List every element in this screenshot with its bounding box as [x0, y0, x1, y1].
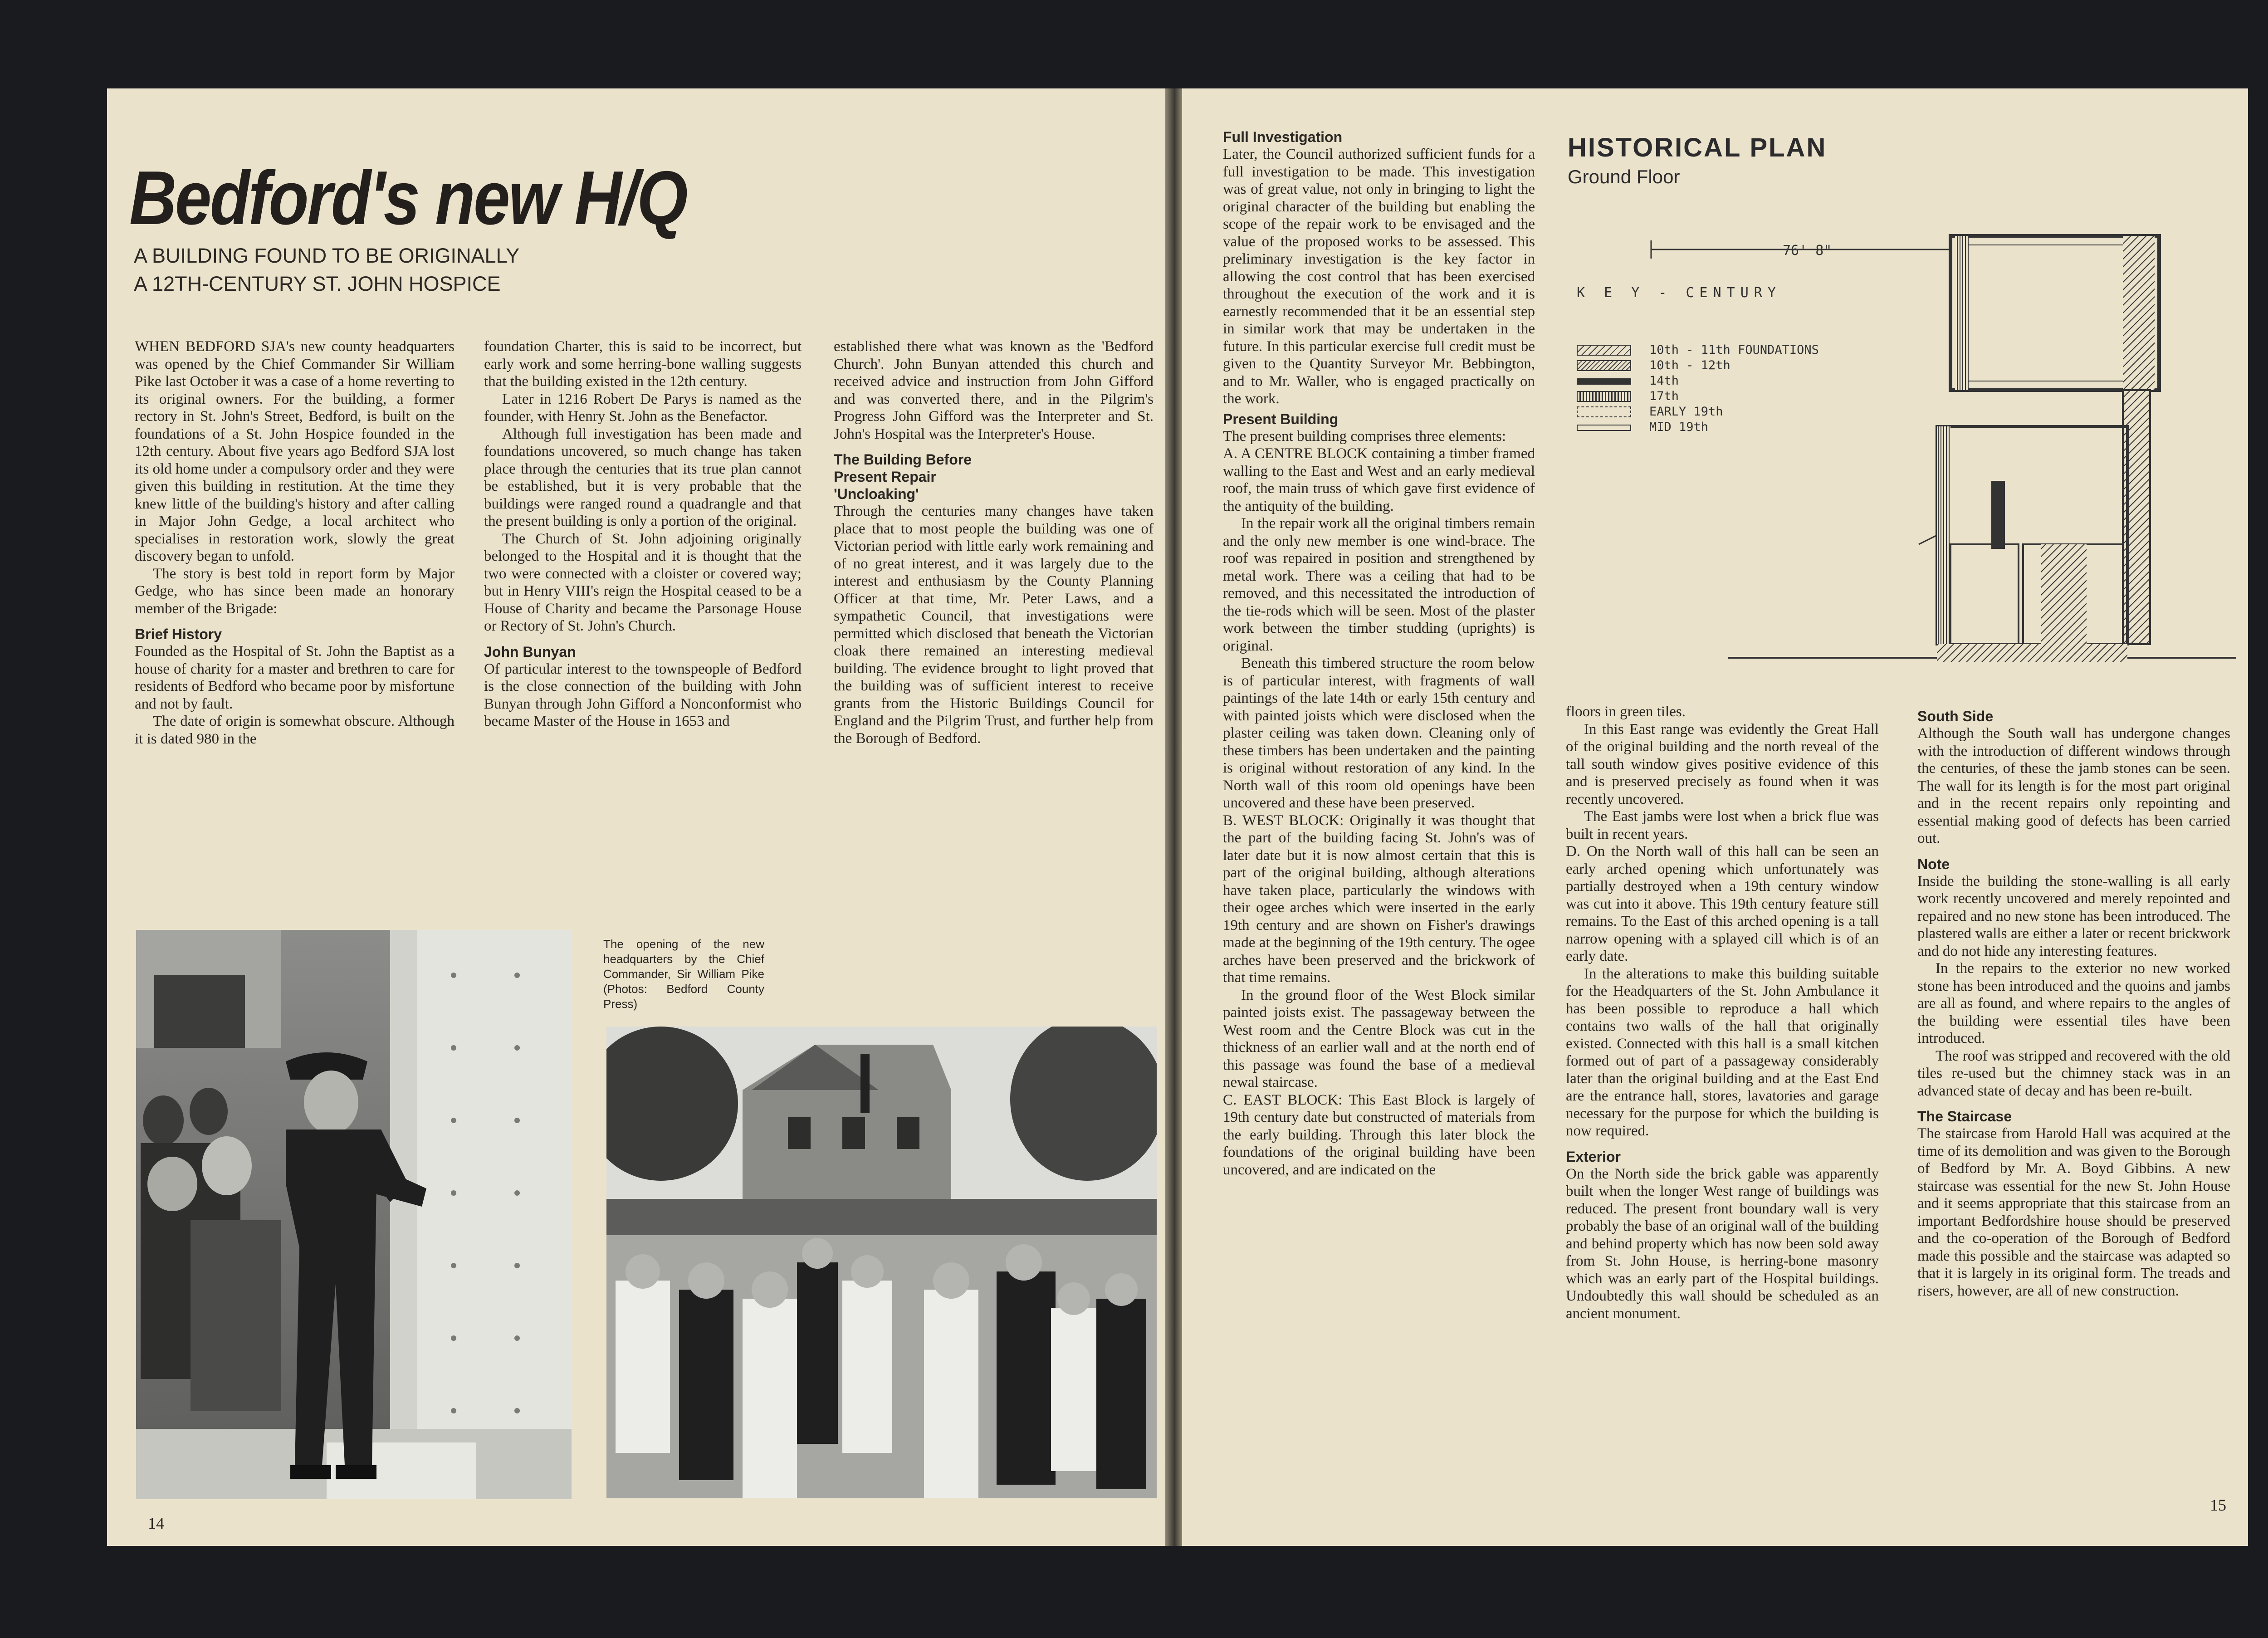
key-label: 14th [1649, 374, 1679, 388]
plan-hatched-wall [2123, 236, 2155, 390]
paragraph: Inside the building the stone-walling is all early work recently uncovered and merely repointed and repaired and no new stone has been introduced. The plastered walls are either a later or recent brickwork and do not hide any interesting features. [1917, 873, 2230, 959]
plan-subtitle: Ground Floor [1568, 166, 1680, 187]
paragraph: The roof was stripped and recovered with the old tiles re-used but the chimney stack was in an advanced state of decay and has been re-built. [1917, 1047, 2230, 1099]
plan-17th-wall [1937, 426, 1950, 644]
ground-floor-plan [1647, 227, 2241, 694]
paragraph: The East jambs were lost when a brick flue was built in recent years. [1566, 808, 1879, 842]
heading-uncloaking: 'Uncloaking' [834, 486, 919, 502]
paragraph: foundation Charter, this is said to be incorrect, but early work and some herring-bone walling suggests that the building existed in the 12th century. [484, 338, 802, 390]
paragraph: Of particular interest to the townspeople of Bedford is the close connection of the building with John Bunyan through John Gifford a Nonconformist who became Master of the House in 1653 and [484, 660, 802, 729]
paragraph: In the alterations to make this building suitable for the Headquarters of the St. John Ambulance it has been possible to reproduce a hall which contains two walls of the hall that originally existed. Connected with this hall is a small kitchen formed out of part of a passageway considerably later than the original building and at the East End are the entrance hall, stores, lavatories and garage necessary for the purpose for which the building is now required. [1566, 965, 1879, 1139]
key-label: MID 19th [1649, 420, 1709, 434]
paragraph: Although full investigation has been made and foundations uncovered, so much change has taken place through the centuries that its true plan cannot be established, but it is very probable that the buildings were ranged round a quadrangle and that the present building is only a portion of the original. [484, 425, 802, 529]
plan-centre-block [1937, 426, 2127, 644]
key-swatch [1577, 425, 1631, 431]
key-swatch [1577, 391, 1631, 402]
heading-exterior: Exterior [1566, 1148, 1621, 1165]
photo-opening-door-image [136, 930, 572, 1499]
paragraph: A. A CENTRE BLOCK containing a timber framed walling to the East and West and an early medieval roof, the main truss of which gave first evidence of the antiquity of the building. [1223, 445, 1535, 514]
key-label: 10th - 11th FOUNDATIONS [1649, 343, 1819, 357]
heading-full-investigation: Full Investigation [1223, 129, 1343, 145]
plan-room [1950, 544, 2019, 644]
key-swatch [1577, 406, 1631, 417]
heading-brief-history: Brief History [135, 626, 222, 642]
subtitle-line-2: A 12TH-CENTURY ST. JOHN HOSPICE [134, 272, 501, 295]
photo-crowd [606, 1027, 1157, 1498]
left-column-2 [484, 338, 802, 903]
plan-14th-wall [1991, 481, 2005, 549]
key-title: K E Y - CENTURY [1577, 285, 1781, 301]
left-column-1 [135, 338, 455, 914]
heading-note: Note [1917, 856, 1950, 872]
right-column-3 [1917, 708, 2230, 1495]
heading-building-before-line1: The Building Before [834, 451, 972, 468]
paragraph: In the repairs to the exterior no new worked stone has been introduced and the quoins and jambs are all as found, and where repairs to the angles of the building were essential tiles have been introduced. [1917, 960, 2230, 1046]
key-label: EARLY 19th [1649, 405, 1723, 419]
paragraph: The staircase from Harold Hall was acquired at the time of its demolition and was given to the Borough of Bedford by Mr. A. Boyd Gibbins. A new staircase was essential for the new St. John House and it seems appropriate that this staircase from an important Bedfordshire house should be preserved and the co-operation of the Borough of Bedford made this possible and the staircase was adapted so that it is largely in its original form. The treads and risers, however, are all of new construction. [1917, 1125, 2230, 1299]
paragraph: Although the South wall has undergone changes with the introduction of different windows through the centuries, of these the jamb stones can be seen. The wall for its length is for the most part original and in the recent repairs only repointing and essential making good of defects has been carried out. [1917, 725, 2230, 846]
paragraph: In this East range was evidently the Great Hall of the original building and the north reveal of the tall south window gives positive evidence of this and is preserved precisely as found when it was recently uncovered. [1566, 721, 1879, 807]
paragraph: D. On the North wall of this hall can be seen an early arched opening which unfortunately was partially destroyed when a 19th century window was cut into it above. This 19th century feature still remains. To the East of this arched opening is a tall narrow opening with a splayed cill which is of an early date. [1566, 843, 1879, 964]
scale-label: 76' 8" [1783, 243, 1832, 259]
paragraph: Founded as the Hospital of St. John the Baptist as a house of charity for a master and brethren to care for residents of Bedford who became poor by misfortune and not by fault. [135, 643, 455, 712]
plan-hatch-line [1919, 535, 1937, 544]
paragraph: On the North side the brick gable was apparently built when the longer West range of buildings was reduced. The present front boundary wall is very probably the base of an original wall of the building and behind property which has now been sold away from St. John House, is herring-bone masonry which was an early part of the Hospital buildings. Undoubtedly this wall should be scheduled as an ancient monument. [1566, 1165, 1879, 1322]
heading-south-side: South Side [1917, 708, 1994, 724]
heading-present-building: Present Building [1223, 411, 1339, 427]
subtitle-line-1: A BUILDING FOUND TO BE ORIGINALLY [134, 244, 520, 267]
paragraph: The date of origin is somewhat obscure. Although it is dated 980 in the [135, 713, 455, 747]
photo-caption: The opening of the new headquarters by the Chief Commander, Sir William Pike (Photos: Bedford County Press) [603, 937, 764, 1011]
key-label: 10th - 12th [1649, 358, 1730, 372]
paragraph: The story is best told in report form by Major Gedge, who has since been made an honorary member of the Brigade: [135, 565, 455, 617]
heading-building-before-line2: Present Repair [834, 469, 936, 485]
page-number-left: 14 [148, 1514, 164, 1532]
key-swatch [1577, 378, 1631, 385]
plan-hatched-wall [2041, 544, 2087, 644]
page-number-right: 15 [2210, 1496, 2226, 1514]
key-swatch [1577, 345, 1631, 356]
page-gutter [1165, 88, 1182, 1546]
plan-title: HISTORICAL PLAN [1568, 133, 1827, 162]
paragraph: Beneath this timbered structure the room below is of particular interest, with fragments of wall paintings of the late 14th or early 15th century and with painted joists which were disclosed when the plaster ceiling was taken down. Cleaning only of these timbers has been undertaken and the painting is original without restoration of any kind. In the North wall of this room old openings have been uncovered and these have been preserved. [1223, 655, 1535, 811]
key-label: 17th [1649, 389, 1679, 403]
right-column-2 [1566, 703, 1879, 1495]
photo-opening-door [136, 930, 572, 1499]
paragraph: Through the centuries many changes have taken place that to most people the building was one of Victorian period with little early work remaining and of no great interest, and it was largely due to the interest and enthusiasm by the County Planning Officer at that time, Mr. Peter Laws, and a sympathetic Council, that investigations were permitted which disclosed that beneath the Victorian cloak there remained an interesting medieval building. The evidence brought to light proved that the building was of sufficient interest to receive grants from the Historic Buildings Council for England and the Pilgrim Trust, and further help from the Borough of Bedford. [834, 503, 1154, 747]
article-subtitle [134, 242, 519, 298]
paragraph: In the repair work all the original timbers remain and the only new member is one wind-brace. The roof was repaired in position and strengthened by metal work. There was a ceiling that had to be removed, and this necessitated the introduction of the tie-rods which will be seen. Most of the plaster work between the timber studding (uprights) is original. [1223, 515, 1535, 654]
paragraph: WHEN BEDFORD SJA's new county headquarters was opened by the Chief Commander Sir William Pike last October it was a case of a home reverting to its original owners. For the building, a former rectory in St. John's Street, Bedford, is built on the foundations of a St. John Hospice founded in the 12th century. About five years ago Bedford SJA lost its old home under a compulsory order and they were given this building in restitution. At the time they knew little of the building's history and after calling in Major John Gedge, a local architect who specialises in restoration work, slowly the great discovery began to unfold. [135, 338, 455, 564]
paragraph: The present building comprises three elements: [1223, 428, 1506, 445]
photo-crowd-image [606, 1027, 1157, 1498]
paragraph: B. WEST BLOCK: Originally it was thought that the part of the building facing St. John's was of later date but it is now almost certain that this is part of the original building, although alterations have taken place, particularly the windows with their ogee arches which were inserted in the early 19th century and are shown on Fisher's drawings made at the beginning of the 19th century. The ogee arches have been preserved and the brickwork of that time remains. [1223, 812, 1535, 986]
plan-17th-wall [1955, 236, 1969, 390]
paragraph: Later, the Council authorized sufficient funds for a full investigation to be made. This investigation was of great value, not only in bringing to light the original character of the building but enabling the scope of the repair work to be envisaged and the value of the proposed works to be assessed. This preliminary investigation is the key factor in allowing the cost control that has been exercised throughout the execution of the work and it is earnestly recommended that it be an essential step in similar work that may be undertaken in the future. In this particular exercise full credit must be given to the Quantity Surveyor Mr. Bebbington, and to Mr. Waller, who is engaged practically on the work. [1223, 146, 1535, 407]
paragraph: Later in 1216 Robert De Parys is named as the founder, with Henry St. John as the Benefactor. [484, 391, 802, 425]
right-column-1 [1223, 128, 1535, 1491]
key-swatch [1577, 360, 1631, 371]
plan-west-block-inner [1960, 245, 2150, 381]
heading-staircase: The Staircase [1917, 1108, 2012, 1125]
left-column-3 [834, 338, 1154, 903]
paragraph: floors in green tiles. [1566, 704, 1686, 720]
paragraph: C. EAST BLOCK: This East Block is largely of 19th century date but constructed of materials from the early building. Through this later block the foundations of the original building have been uncovered, and are indicated on the [1223, 1091, 1535, 1178]
paragraph: In the ground floor of the West Block similar painted joists exist. The passageway between the West room and the Centre Block was cut in the thickness of an earlier wall and at the north end of this passage was found the base of a medieval newal staircase. [1223, 987, 1535, 1090]
plan-hatched-wall [1937, 644, 2127, 662]
article-title: Bedford's new H/Q [129, 155, 687, 240]
paragraph: established there what was known as the 'Bedford Church'. John Bunyan attended this church and received advice and instruction from John Gifford and was converted there, and in the Pilgrim's Progress John Gifford was the Interpreter and St. John's Hospital was the Interpreter's House. [834, 338, 1154, 442]
paragraph: The Church of St. John adjoining originally belonged to the Hospital and it is thought that the two were connected with a cloister or covered way; but in Henry VIII's reign the Hospital ceased to be a House of Charity and became the Parsonage House or Rectory of St. John's Church. [484, 530, 802, 634]
heading-john-bunyan: John Bunyan [484, 643, 576, 660]
